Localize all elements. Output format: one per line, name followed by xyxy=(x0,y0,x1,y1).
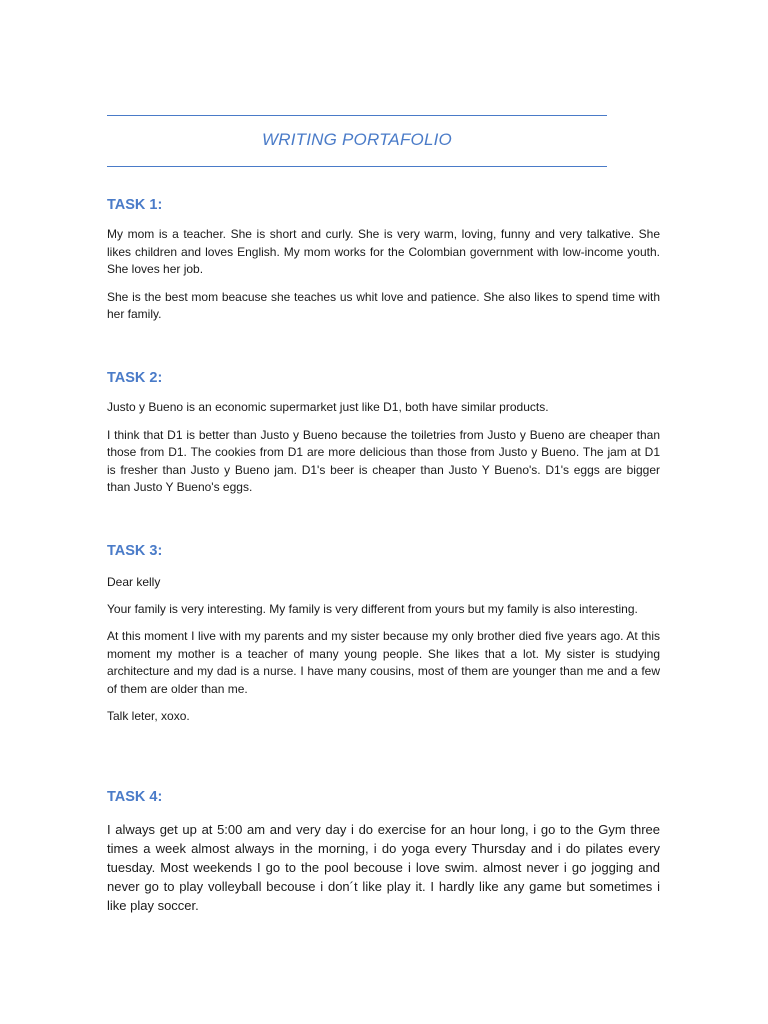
task-3-heading: TASK 3: xyxy=(107,543,163,559)
task-2-paragraph-1: Justo y Bueno is an economic supermarket just like D1, both have similar products. xyxy=(107,400,549,414)
task-1-section xyxy=(107,196,660,324)
task-3-section xyxy=(107,542,660,726)
task-3-paragraph-1: Your family is very interesting. My family is very different from yours but my family is also interesting. xyxy=(107,601,638,616)
task-1-paragraph-1: My mom is a teacher. She is short and curly. She is very warm, loving, funny and very talkative. She likes children and loves English. My mom works for the Colombian government with low-income youth. She loves her job. xyxy=(107,227,660,276)
task-4-paragraph-1: I always get up at 5:00 am and very day i do exercise for an hour long, i go to the Gym three times a week almost always in the morning, i do yoga every Thursday and i do pilates every tuesday. Most weekends I go to the pool becouse i love swim. almost never i go jogging and never go to play volleyball becouse i don´t like play it. I hardly like any game but sometimes i like play soccer. xyxy=(107,822,660,913)
task-1-paragraph-2: She is the best mom beacuse she teaches us whit love and patience. She also likes to spend time with her family. xyxy=(107,289,660,321)
task-3-signoff: Talk leter, xoxo. xyxy=(107,709,190,723)
task-2-section xyxy=(107,369,660,497)
task-3-greeting: Dear kelly xyxy=(107,575,161,589)
task-4-heading: TASK 4: xyxy=(107,789,163,805)
task-4-section xyxy=(107,788,660,915)
title-bottom-rule xyxy=(107,166,607,167)
task-2-heading: TASK 2: xyxy=(107,370,163,386)
task-3-paragraph-2: At this moment I live with my parents and my sister because my only brother died five years ago. At this moment my mother is a teacher of many young people. She likes that a lot. My sister is studying architecture and my dad is a nurse. I have many cousins, most of them are younger than me and a few of them are older than me. xyxy=(107,629,660,696)
title-top-rule xyxy=(107,115,607,116)
task-2-paragraph-2: I think that D1 is better than Justo y Bueno because the toiletries from Justo y Bueno are cheaper than those from D1. The cookies from D1 are more delicious than those from Justo y Bueno. The jam at D1 is fresher than Justo y Bueno jam. D1's beer is cheaper than Justo Y Bueno's. D1's eggs are bigger than Justo Y Bueno's eggs. xyxy=(107,427,660,494)
task-1-heading: TASK 1: xyxy=(107,197,163,213)
document-title: WRITING PORTAFOLIO xyxy=(262,130,452,149)
